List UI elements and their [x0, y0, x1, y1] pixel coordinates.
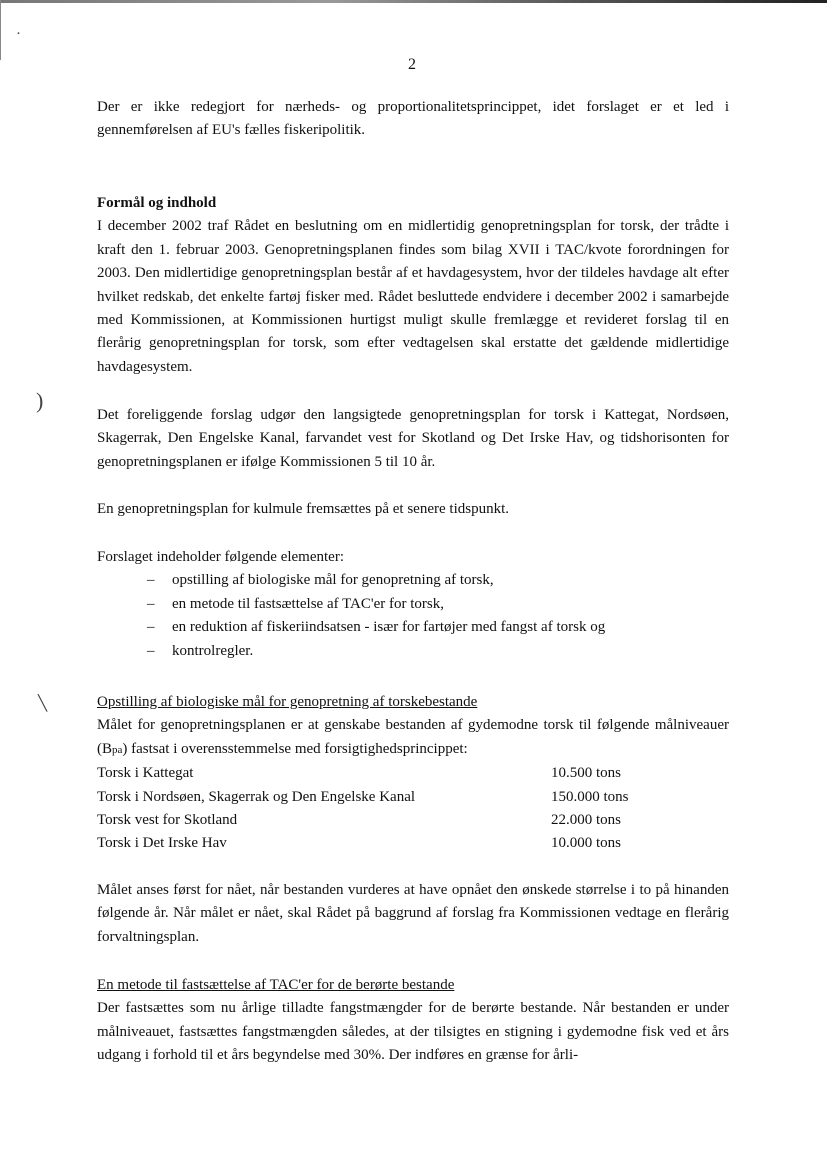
- list-intro: Forslaget indeholder følgende elementer:: [97, 549, 344, 565]
- punch-hole-mark: ): [36, 388, 44, 413]
- scan-speck: ·: [16, 26, 21, 42]
- table-cell-value: 22.000 tons: [551, 812, 622, 829]
- table-cell-area: Torsk i Det Irske Hav: [97, 835, 227, 852]
- page-number: 2: [408, 56, 416, 73]
- punch-hole-mark: ╲: [38, 696, 48, 712]
- elements-list: [97, 569, 729, 663]
- scan-top-edge: [0, 0, 827, 3]
- section-heading-formaal: Formål og indhold: [97, 195, 217, 211]
- table-cell-value: 150.000 tons: [551, 788, 629, 805]
- paragraph: Målet anses først for nået, når bestanden vurderes at have opnået den ønskede størrelse i to på hinanden følgende år. Når målet er nået, skal Rådet på baggrund af forslag fra Kommissionen vedtage en flerårig forvaltningsplan.: [97, 882, 729, 945]
- section-heading-tac-metode: En metode til fastsættelse af TAC'er for de berørte bestande: [97, 977, 455, 993]
- paragraph: I december 2002 traf Rådet en beslutning om en midlertidig genopretningsplan for torsk, der trådte i kraft den 1. februar 2003. Genopretningsplanen findes som bilag XVII i TAC/kvote forordningen for 2003. Den midlertidige genopretningsplan består af et havdagesystem, hvor der tildeles havdage alt efter hvilket redskab, det enkelte fartøj fisker med. Rådet besluttede endvidere i december 2002 i samarbejde med Kommissionen, at Kommissionen hurtigst muligt skulle fremlægge et revideret forslag til en flerårig genopretningsplan for torsk, som efter vedtagelsen skal erstatte det gældende midlertidige havdagesystem.: [97, 218, 729, 375]
- paragraph: Målet for genopretningsplanen er at genskabe bestanden af gydemodne torsk til følgende målniveauer (Bpa) fastsat i overensstemmelse med forsigtighedsprincippet:: [97, 717, 729, 757]
- table-row: [97, 786, 729, 809]
- paragraph: En genopretningsplan for kulmule fremsættes på et senere tidspunkt.: [97, 501, 509, 517]
- table-cell-value: 10.500 tons: [551, 765, 622, 782]
- table-row: [97, 832, 729, 855]
- table-cell-area: Torsk i Nordsøen, Skagerrak og Den Engelske Kanal: [97, 788, 416, 805]
- paragraph: Der fastsættes som nu årlige tilladte fangstmængder for de berørte bestande. Når bestanden er under målniveauet, fastsættes fangstmængden således, at der tilsigtes en stigning i gydemodne fisk ved et års udgang i forhold til et års begyndelse med 30%. Der indføres en grænse for årli-: [97, 1000, 729, 1064]
- list-item: – kontrolregler.: [147, 640, 729, 663]
- paragraph: Det foreliggende forslag udgør den langsigtede genopretningsplan for torsk i Kattegat, Nordsøen, Skagerrak, Den Engelske Kanal, farvandet vest for Skotland og Det Irske Hav, og tidshorisonten for genopretningsplanen er ifølge Kommissionen 5 til 10 år.: [97, 407, 729, 470]
- table-row: [97, 809, 729, 832]
- list-item: – en reduktion af fiskeriindsatsen - især for fartøjer med fangst af torsk og: [147, 616, 729, 639]
- intro-paragraph: Der er ikke redegjort for nærheds- og proportionalitetsprincippet, idet forslaget er et led i gennemførelsen af EU's fælles fiskeripolitik.: [97, 99, 729, 139]
- section-heading-biologiske-maal: Opstilling af biologiske mål for genopretning af torskebestande: [97, 694, 478, 710]
- table-row: [97, 762, 729, 785]
- list-item: – opstilling af biologiske mål for genopretning af torsk,: [147, 569, 729, 592]
- target-table: [97, 762, 729, 856]
- scan-left-edge: [0, 0, 1, 60]
- table-cell-area: Torsk i Kattegat: [97, 765, 194, 782]
- table-cell-value: 10.000 tons: [551, 835, 622, 852]
- table-cell-area: Torsk vest for Skotland: [97, 812, 238, 829]
- list-item: – en metode til fastsættelse af TAC'er for torsk,: [147, 593, 729, 616]
